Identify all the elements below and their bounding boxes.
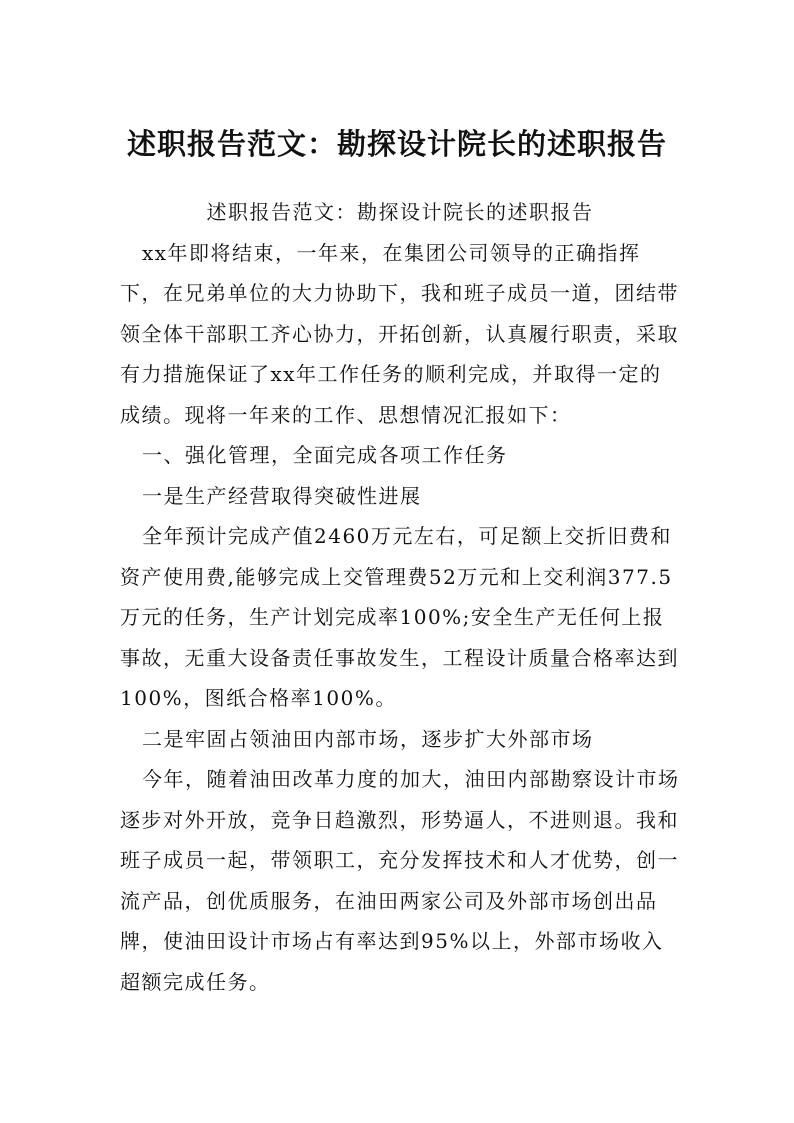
subsection-heading-2: 二是牢固占领油田内部市场，逐步扩大外部市场 (142, 726, 594, 751)
paragraph-intro: xx年即将结束，一年来，在集团公司领导的正确指挥下，在兄弟单位的大力协助下，我和班子成员一道，团结带领全体干部职工齐心协力，开拓创新，认真履行职责，采取有力措施保证了xx年工作任务的顺利完成，并取得一定的成绩。现将一年来的工作、思想情况汇报如下： (120, 240, 679, 427)
document-subtitle: 述职报告范文：勘探设计院长的述职报告 (206, 200, 594, 224)
section-heading-1: 一、强化管理，全面完成各项工作任务 (142, 443, 508, 467)
paragraph-market: 今年，随着油田改革力度的加大，油田内部勘察设计市场逐步对外开放，竞争日趋激烈，形势逼人，不进则退。我和班子成员一起，带领职工，充分发挥技术和人才优势，创一流产品，创优质服务，在油田两家公司及外部市场创出品牌，使油田设计市场占有率达到95%以上，外部市场收入超额完成任务。 (120, 767, 680, 994)
paragraph-production: 全年预计完成产值2460万元左右，可足额上交折旧费和资产使用费,能够完成上交管理费52万元和上交利润377.5万元的任务，生产计划完成率100%;安全生产无任何上报事故，无重大设备责任事故发生，工程设计质量合格率达到100%，图纸合格率100%。 (120, 524, 679, 710)
document-body (120, 192, 680, 1002)
subsection-heading-1: 一是生产经营取得突破性进展 (142, 483, 422, 508)
document-title: 述职报告范文：勘探设计院长的述职报告 (126, 127, 667, 161)
